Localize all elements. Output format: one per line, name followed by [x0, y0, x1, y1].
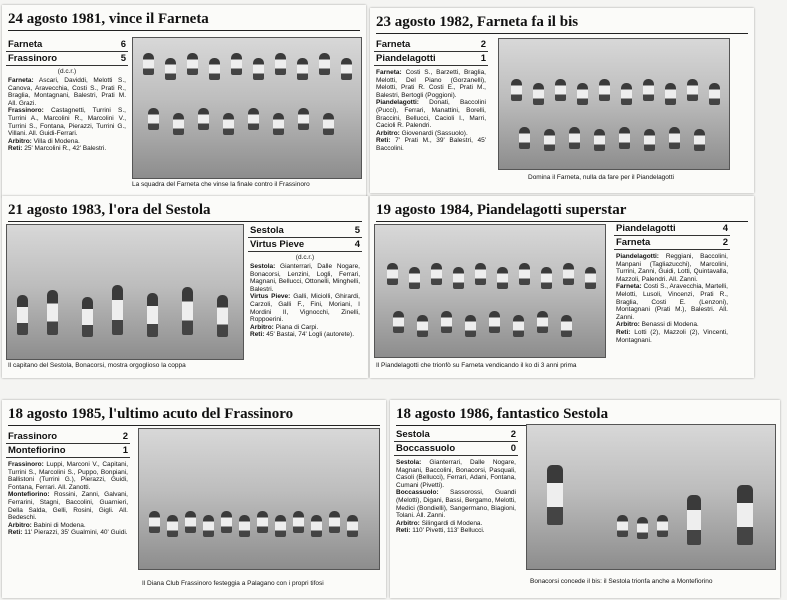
match-report: Farneta: Costi S., Barzetti, Braglia, Melotti, Del Piano (Gorzanelli), Melotti, Prati R. Costi E., Prati M., Balestri, Bertogli (Poggioni). Piandelagotti: Donati, Baccolini (Pucci), Ferrari, Manattini, Borelli, Braccini, Bellucci, Cacioli I., Marri, Cacioli R. Palendri. Arbitro: Giovenardi (Sassuolo). Reti: 7' Prati M., 39' Balestri, 45' Baccolini.	[376, 69, 486, 152]
team-name: Sestola	[250, 225, 284, 236]
scoreboard	[374, 38, 488, 153]
team-score: 5	[120, 53, 126, 64]
team-row	[374, 38, 488, 52]
team-name: Boccassuolo	[396, 443, 456, 454]
scoreboard	[394, 428, 518, 535]
team-score: 6	[120, 39, 126, 50]
team-row	[394, 442, 518, 456]
team-score: 2	[722, 237, 728, 248]
team-row	[6, 444, 130, 458]
photo-caption: Il capitano del Sestola, Bonacorsi, mostra orgoglioso la coppa	[8, 362, 186, 369]
team-name: Farneta	[616, 237, 651, 248]
penalties-note: (d.c.r.)	[57, 68, 77, 75]
team-score: 4	[722, 223, 728, 234]
scoreboard	[248, 224, 362, 339]
match-report: Sestola: Gianterrari, Dalle Nogare, Magnani, Baccolini, Bonacorsi, Pasquali, Casoli (Bellucci), Ferrari, Adani, Fontana, Cumani (Pivetti). Boccassuolo: Sassorossi, Guandi (Melotti), Digani, Bassi, Bergamo, Melotti, Medici (Bondielli), Sangermano, Biagioni, Tolani. All. Zanni. Arbitro: Silingardi di Modena. Reti: 110' Pivetti, 113' Bellucci.	[396, 459, 516, 535]
scoreboard	[6, 38, 128, 153]
team-name: Farneta	[8, 39, 43, 50]
team-row	[614, 236, 730, 250]
team-score: 1	[122, 445, 128, 456]
article-1984	[370, 196, 754, 378]
team-name: Virtus Pieve	[250, 239, 305, 250]
team-name: Piandelagotti	[376, 53, 436, 64]
team-name: Frassinoro	[8, 53, 58, 64]
team-photo	[132, 37, 362, 179]
photo-caption: Domina il Farneta, nulla da fare per il Piandelagotti	[528, 174, 674, 181]
team-score: 5	[354, 225, 360, 236]
article-1982	[370, 8, 754, 193]
team-name: Montefiorino	[8, 445, 66, 456]
team-score: 2	[480, 39, 486, 50]
team-photo	[498, 38, 730, 170]
trophy-photo	[526, 424, 776, 570]
team-row	[614, 222, 730, 236]
headline: 24 agosto 1981, vince il Farneta	[8, 8, 360, 31]
team-row	[6, 38, 128, 52]
team-score: 4	[354, 239, 360, 250]
headline: 23 agosto 1982, Farneta fa il bis	[376, 11, 748, 34]
team-row	[6, 52, 128, 66]
article-1983	[2, 196, 368, 378]
scoreboard	[6, 430, 130, 537]
team-score: 2	[510, 429, 516, 440]
match-report: Piandelagotti: Reggiani, Baccolini, Manpani (Tagliazucchi), Marcolini, Turrini, Zanni, Guidi, Lotti, Quintavalla, Mazzoli, Palendri. All. Zanni. Farneta: Costi S., Aravecchia, Martelli, Melotti, Lusoli, Vincenzi, Prati R., Braglia, Costi E. (Lenzoni), Montagnani (Prati M.), Balestri. All. Zanni. Arbitro: Benassi di Modena. Reti: Lotti (2), Mazzoli (2), Vincenti, Montagnani.	[616, 253, 728, 344]
team-score: 0	[510, 443, 516, 454]
team-name: Frassinoro	[8, 431, 58, 442]
headline: 18 agosto 1985, l'ultimo acuto del Frassinoro	[8, 403, 380, 426]
match-report: Sestola: Gianterrari, Dalle Nogare, Bonacorsi, Lenzini, Logli, Ferrari, Magnani, Bellucci, Ottonelli, Minghelli, Balestri. Virtus Pieve: Galli, Miciolli, Ghirardi, Carzoli, Galli F., Fini, Moriani, I Mordini II, Vignocchi, Zinelli, Roppoerini. Arbitro: Piana di Carpi. Reti: 45' Bastai, 74' Logli (autorete).	[250, 263, 360, 339]
team-name: Sestola	[396, 429, 430, 440]
match-report: Farneta: Ascari, Daviddi, Melotti S., Canova, Aravecchia, Costi S., Prati R., Braglia, Montagnani, Balestri, Prati M. All. Grazi. Frassinoro: Castagnetti, Turrini S., Turrini A., Marcolini R., Marcolini V., Turrini S., Fontana, Pierazzi, Turrini G., Villani. All. Guidi-Ferrari. Arbitro: Villa di Modena. Reti: 25' Marcolini R., 42' Balestri.	[8, 77, 126, 153]
article-1985	[2, 400, 386, 598]
headline: 19 agosto 1984, Piandelagotti superstar	[376, 199, 748, 222]
article-1981	[2, 5, 366, 197]
photo-caption: La squadra del Farneta che vinse la finale contro il Frassinoro	[132, 181, 310, 188]
team-score: 2	[122, 431, 128, 442]
headline: 18 agosto 1986, fantastico Sestola	[396, 403, 774, 426]
team-row	[374, 52, 488, 66]
team-photo	[374, 224, 606, 358]
scoreboard	[614, 222, 730, 344]
team-name: Piandelagotti	[616, 223, 676, 234]
trophy-photo	[6, 224, 244, 360]
headline: 21 agosto 1983, l'ora del Sestola	[8, 199, 362, 222]
team-row	[248, 224, 362, 238]
match-report: Frassinoro: Luppi, Marconi V., Capitani, Turrini S., Marcolini S., Puppo, Bonpiani, Ballistoni (Turrini G.), Pierazzi, Guidi, Fontana, Ferrari. All. Zanotti. Montefiorino: Rossini, Zanni, Galvani, Ferrarini, Stagni, Baccolini, Guarnieri, Della Salda, Gelli, Rosini, Gigli. All. Bedeschi. Arbitro: Babini di Modena. Reti: 11' Pierazzi, 35' Gualmini, 40' Guidi.	[8, 461, 128, 537]
team-row	[6, 430, 130, 444]
team-row	[394, 428, 518, 442]
photo-caption: Il Piandelagotti che trionfò su Farneta vendicando il ko di 3 anni prima	[376, 362, 577, 369]
team-row	[248, 238, 362, 252]
team-score: 1	[480, 53, 486, 64]
team-name: Farneta	[376, 39, 411, 50]
photo-caption: Bonacorsi concede il bis: il Sestola trionfa anche a Montefiorino	[530, 578, 713, 585]
penalties-note: (d.c.r.)	[295, 254, 315, 261]
celebration-photo	[138, 428, 380, 570]
photo-caption: Il Diana Club Frassinoro festeggia a Palagano con i propri tifosi	[142, 580, 324, 587]
article-1986	[390, 400, 780, 598]
